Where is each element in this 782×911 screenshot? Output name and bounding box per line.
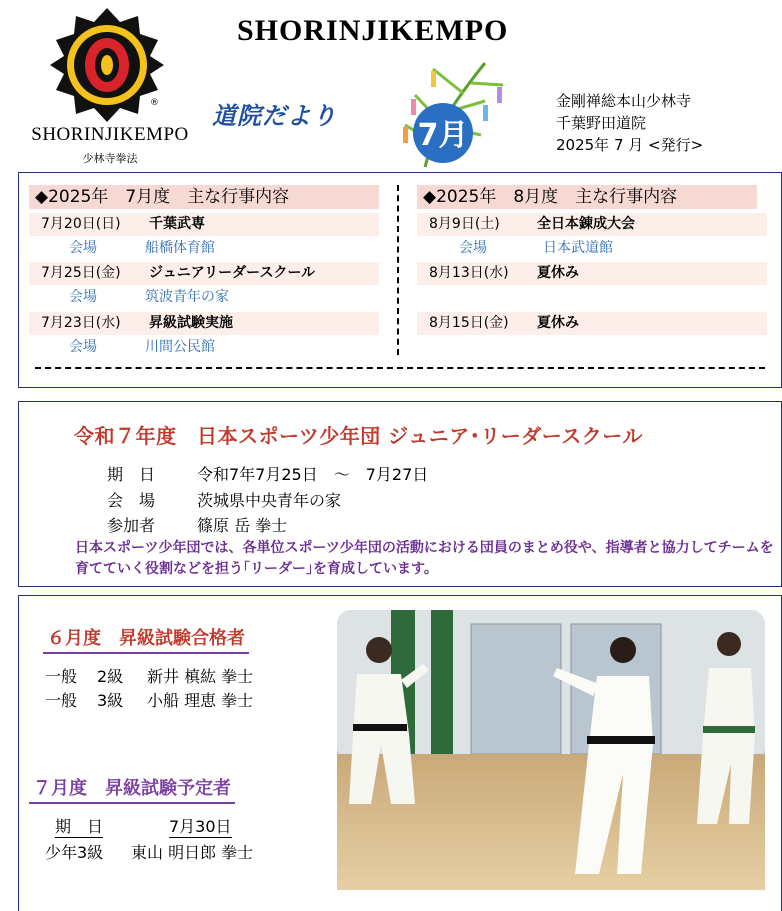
event-row — [29, 262, 379, 285]
venue-label: 会場 — [69, 339, 97, 355]
passed-name: 小船 理恵 拳士 — [147, 691, 254, 710]
section-divider — [35, 367, 765, 369]
planned-title: ７月度 昇級試験予定者 — [29, 774, 235, 804]
venue-value: 茨城県中央青年の家 — [197, 491, 342, 510]
passed-row — [45, 688, 325, 710]
august-events-heading: ◆2025年 8月度 主な行事内容 — [417, 185, 757, 209]
column-divider — [397, 185, 399, 355]
junior-leader-description: 日本スポーツ少年団では、各単位スポーツ少年団の活動における団員のまとめ役や、指導者と協力してチームを育てていく役割などを担う｢リーダー｣を育成しています。 — [75, 540, 774, 577]
planned-grade: 少年3級 — [45, 843, 104, 862]
period-value: 令和7年7月25日 ～ 7月27日 — [197, 465, 429, 484]
junior-leader-section — [18, 401, 782, 587]
brand-text: SHORINJIKEMPO — [237, 14, 509, 47]
shorinji-kempo-logo — [48, 6, 166, 124]
passed-category: 一般 — [45, 691, 78, 710]
event-row — [29, 213, 379, 236]
event-venue — [69, 337, 369, 357]
planned-name: 東山 明日郎 拳士 — [131, 843, 254, 862]
venue-label: 会場 — [69, 240, 97, 256]
event-row — [417, 312, 767, 335]
participant-label: 参加者 — [107, 516, 156, 535]
venue-label: 会 場 — [107, 491, 156, 510]
issuer-info — [556, 90, 703, 156]
training-photo — [331, 604, 771, 896]
event-name: 夏休み — [537, 265, 579, 281]
july-events-heading: ◆2025年 7月度 主な行事内容 — [29, 185, 379, 209]
planned-date-value: 7月30日 — [169, 814, 232, 838]
venue-value: 筑波青年の家 — [145, 289, 229, 305]
event-name: 夏休み — [537, 315, 579, 331]
event-date: 8月9日(土) — [429, 216, 500, 232]
exam-section — [18, 595, 782, 911]
event-venue — [69, 287, 369, 307]
event-name: ジュニアリーダースクール — [149, 265, 316, 281]
event-date: 7月20日(日) — [41, 216, 121, 232]
page-title — [237, 14, 508, 48]
event-name: 昇級試験実施 — [149, 315, 233, 331]
event-row — [417, 262, 767, 285]
event-venue — [69, 238, 369, 258]
venue-line — [107, 488, 707, 510]
event-date: 8月15日(金) — [429, 315, 509, 331]
event-name: 全日本錬成大会 — [537, 216, 635, 232]
issue-date: 2025年 7 月 <発行> — [556, 136, 704, 154]
event-row — [29, 312, 379, 335]
event-date: 7月25日(金) — [41, 265, 121, 281]
passed-grade: 2級 — [97, 667, 124, 686]
issuer-org: 金剛禅総本山少林寺 — [556, 92, 692, 110]
participant-line — [107, 513, 707, 535]
planned-date-label: 期 日 — [55, 814, 103, 838]
event-date: 7月23日(水) — [41, 315, 121, 331]
event-date: 8月13日(水) — [429, 265, 509, 281]
period-line — [107, 462, 707, 484]
event-name: 千葉武専 — [149, 216, 205, 232]
passed-category: 一般 — [45, 667, 78, 686]
passed-row — [45, 664, 325, 686]
venue-label: 会場 — [459, 240, 487, 256]
passed-name: 新井 槙紘 拳士 — [147, 667, 254, 686]
planned-row — [45, 840, 325, 862]
venue-value: 船橋体育館 — [145, 240, 215, 256]
registered-mark: ® — [150, 98, 159, 108]
junior-leader-title: 令和７年度 日本スポーツ少年団 ジュニア･リーダースクール — [74, 424, 643, 448]
passed-title: ６月度 昇級試験合格者 — [43, 624, 249, 654]
tanabata-illustration — [385, 55, 517, 170]
events-section — [18, 172, 782, 388]
venue-value: 日本武道館 — [543, 240, 613, 256]
passed-grade: 3級 — [97, 691, 124, 710]
logo-subtitle: 少林寺拳法 — [82, 152, 138, 165]
venue-value: 川間公民館 — [145, 339, 215, 355]
newsletter-title: 道院だより — [212, 102, 337, 130]
issuer-dojo: 千葉野田道院 — [556, 114, 647, 132]
participant-value: 篠原 岳 拳士 — [197, 516, 288, 535]
logo-brand-text: SHORINJIKEMPO — [31, 124, 189, 145]
month-badge: 7月 — [417, 118, 469, 153]
event-row — [417, 213, 767, 236]
event-venue — [459, 238, 759, 258]
period-label: 期 日 — [107, 465, 156, 484]
venue-label: 会場 — [69, 289, 97, 305]
